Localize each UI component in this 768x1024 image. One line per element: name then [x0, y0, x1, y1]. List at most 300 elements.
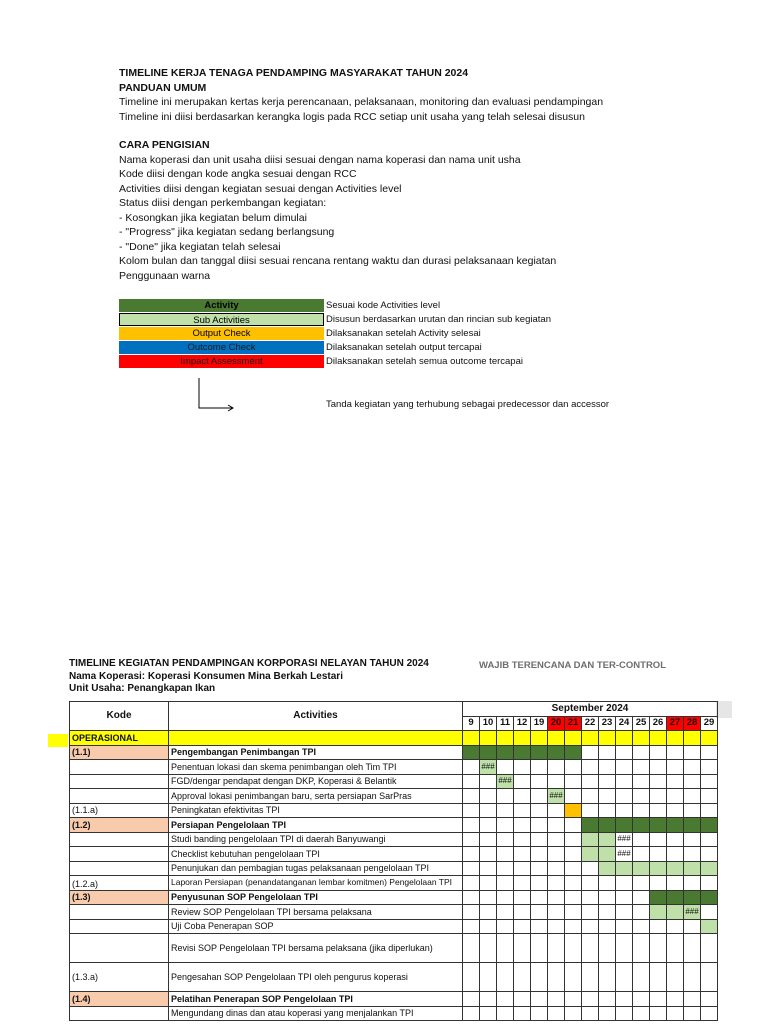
activity-cell [169, 731, 463, 746]
timeline-cell [650, 861, 667, 876]
timeline-cell [650, 876, 667, 891]
timeline-cell [514, 847, 531, 862]
timeline-cell [582, 760, 599, 775]
timeline-cell [650, 803, 667, 818]
table-row [70, 919, 718, 934]
timeline-cell [650, 789, 667, 804]
timeline-cell [616, 731, 633, 746]
activity-cell: Penunjukan dan pembagian tugas pelaksanaan pengelolaan TPI [169, 861, 463, 876]
timeline-cell [633, 934, 650, 963]
timeline-cell [463, 963, 480, 992]
row-marker [48, 734, 68, 747]
kode-cell: (1.3) [70, 890, 169, 905]
day-header: 10 [480, 716, 497, 731]
timeline-cell [531, 731, 548, 746]
kode-cell: OPERASIONAL [70, 731, 169, 746]
timeline-cell [633, 992, 650, 1007]
timeline-cell [667, 832, 684, 847]
timeline-cell [548, 760, 565, 775]
timeline-cell [548, 774, 565, 789]
timeline-cell [565, 876, 582, 891]
activity-cell: Pengembangan Penimbangan TPI [169, 745, 463, 760]
koperasi-name: Nama Koperasi: Koperasi Konsumen Mina Berkah Lestari [69, 670, 343, 682]
timeline-cell [667, 745, 684, 760]
timeline-cell [582, 934, 599, 963]
timeline-cell [531, 890, 548, 905]
activity-cell: Penyusunan SOP Pengelolaan TPI [169, 890, 463, 905]
timeline-cell [582, 905, 599, 920]
month-header: September 2024 [463, 702, 718, 717]
guide-title: TIMELINE KERJA TENAGA PENDAMPING MASYARAKAT TAHUN 2024 [119, 67, 469, 79]
kode-cell [70, 934, 169, 963]
timeline-cell [531, 774, 548, 789]
timeline-cell [548, 876, 565, 891]
timeline-cell [497, 1006, 514, 1021]
timeline-cell [599, 818, 616, 833]
timeline-cell [616, 905, 633, 920]
timeline-cell [667, 818, 684, 833]
timeline-cell [565, 890, 582, 905]
timeline-cell [684, 963, 701, 992]
timeline-cell [531, 919, 548, 934]
timeline-cell [565, 731, 582, 746]
kode-header: Kode [70, 702, 169, 731]
timeline-cell [667, 963, 684, 992]
activity-cell: Penentuan lokasi dan skema penimbangan oleh Tim TPI [169, 760, 463, 775]
table-row [70, 745, 718, 760]
table-row [70, 803, 718, 818]
cara-pengisian-line: Nama koperasi dan unit usaha diisi sesuai dengan nama koperasi dan nama unit usha [119, 153, 521, 166]
timeline-cell [531, 963, 548, 992]
timeline-cell [463, 774, 480, 789]
timeline-cell [599, 876, 616, 891]
timeline-cell [565, 745, 582, 760]
legend-description: Dilaksanakan setelah semua outcome tercapai [326, 355, 523, 367]
timeline-cell [701, 919, 718, 934]
timeline-cell [650, 934, 667, 963]
timeline-cell [616, 890, 633, 905]
timeline-cell [633, 890, 650, 905]
timeline-cell [616, 774, 633, 789]
timeline-cell [514, 731, 531, 746]
timeline-cell [599, 963, 616, 992]
timeline-cell [650, 774, 667, 789]
timeline-cell [633, 861, 650, 876]
timeline-cell [701, 789, 718, 804]
timeline-cell [633, 803, 650, 818]
timeline-cell [667, 992, 684, 1007]
legend-item [119, 340, 551, 354]
timeline-cell [701, 803, 718, 818]
timeline-cell [616, 876, 633, 891]
timeline-cell [616, 1006, 633, 1021]
day-header: 9 [463, 716, 480, 731]
timeline-cell [599, 992, 616, 1007]
timeline-cell [701, 934, 718, 963]
timeline-header [69, 658, 429, 696]
timeline-cell [480, 934, 497, 963]
day-header: 24 [616, 716, 633, 731]
timeline-cell [582, 1006, 599, 1021]
timeline-cell [565, 919, 582, 934]
timeline-cell [633, 905, 650, 920]
timeline-cell [514, 861, 531, 876]
timeline-cell [650, 905, 667, 920]
connector-arrow-icon [197, 378, 237, 412]
timeline-cell [667, 876, 684, 891]
timeline-cell [667, 731, 684, 746]
timeline-cell [684, 847, 701, 862]
timeline-cell [463, 861, 480, 876]
table-row [70, 760, 718, 775]
timeline-cell [480, 832, 497, 847]
timeline-cell [582, 818, 599, 833]
timeline-cell [497, 861, 514, 876]
legend-swatch: Sub Activities [119, 313, 324, 326]
timeline-cell [531, 876, 548, 891]
legend-swatch: Impact Assessment [119, 355, 324, 368]
table-row [70, 861, 718, 876]
timeline-cell [684, 818, 701, 833]
timeline-cell [548, 992, 565, 1007]
timeline-cell [633, 963, 650, 992]
timeline-cell [565, 861, 582, 876]
table-row [70, 832, 718, 847]
timeline-cell [599, 789, 616, 804]
timeline-cell [531, 847, 548, 862]
timeline-cell [548, 832, 565, 847]
activity-cell: FGD/dengar pendapat dengan DKP, Koperasi & Belantik [169, 774, 463, 789]
timeline-cell [514, 745, 531, 760]
kode-cell [70, 861, 169, 876]
timeline-cell: ### [616, 847, 633, 862]
timeline-cell [531, 818, 548, 833]
header-filler [716, 701, 732, 718]
activity-cell: Approval lokasi penimbangan baru, serta persiapan SarPras [169, 789, 463, 804]
timeline-cell [548, 861, 565, 876]
activity-cell: Pengesahan SOP Pengelolaan TPI oleh pengurus koperasi [169, 963, 463, 992]
day-header: 26 [650, 716, 667, 731]
timeline-cell [599, 745, 616, 760]
timeline-cell [701, 963, 718, 992]
timeline-cell [633, 731, 650, 746]
timeline-cell [633, 847, 650, 862]
timeline-cell [480, 876, 497, 891]
timeline-cell [599, 760, 616, 775]
timeline-cell [497, 992, 514, 1007]
timeline-cell [616, 803, 633, 818]
timeline-cell [497, 818, 514, 833]
activity-cell: Studi banding pengelolaan TPI di daerah Banyuwangi [169, 832, 463, 847]
timeline-cell [565, 789, 582, 804]
timeline-cell [480, 1006, 497, 1021]
kode-cell: (1.2.a) [70, 876, 169, 891]
timeline-cell [582, 832, 599, 847]
timeline-cell [599, 890, 616, 905]
timeline-cell [480, 905, 497, 920]
timeline-cell [599, 919, 616, 934]
timeline-cell [701, 861, 718, 876]
timeline-cell [650, 818, 667, 833]
timeline-cell [548, 745, 565, 760]
timeline-cell [650, 919, 667, 934]
timeline-cell [650, 1006, 667, 1021]
timeline-cell [684, 861, 701, 876]
timeline-cell [650, 963, 667, 992]
day-header: 21 [565, 716, 582, 731]
table-row [70, 890, 718, 905]
timeline-cell [633, 919, 650, 934]
timeline-cell [616, 760, 633, 775]
timeline-cell [684, 934, 701, 963]
timeline-cell [650, 760, 667, 775]
timeline-cell [667, 934, 684, 963]
timeline-cell [667, 1006, 684, 1021]
timeline-cell [667, 861, 684, 876]
timeline-cell [582, 992, 599, 1007]
timeline-cell [650, 832, 667, 847]
timeline-cell [684, 1006, 701, 1021]
kode-cell: (1.4) [70, 992, 169, 1007]
timeline-cell [514, 1006, 531, 1021]
timeline-cell [616, 934, 633, 963]
unit-usaha: Unit Usaha: Penangkapan Ikan [69, 683, 216, 694]
timeline-cell [667, 803, 684, 818]
day-header: 23 [599, 716, 616, 731]
day-header: 12 [514, 716, 531, 731]
timeline-cell [480, 818, 497, 833]
timeline-cell: ### [616, 832, 633, 847]
timeline-cell [616, 919, 633, 934]
kode-cell [70, 774, 169, 789]
kode-cell: (1.3.a) [70, 963, 169, 992]
day-header: 29 [701, 716, 718, 731]
timeline-cell [633, 1006, 650, 1021]
timeline-cell [531, 745, 548, 760]
cara-pengisian-line: Kode diisi dengan kode angka sesuai dengan RCC [119, 168, 357, 180]
timeline-cell [463, 847, 480, 862]
timeline-cell [480, 745, 497, 760]
cara-pengisian-title: CARA PENGISIAN [119, 139, 210, 151]
kode-cell: (1.1.a) [70, 803, 169, 818]
table-row [70, 818, 718, 833]
guide-paragraph: Timeline ini merupakan kertas kerja perencanaan, pelaksanaan, monitoring dan evaluasi pendampingan [119, 96, 604, 108]
timeline-cell [497, 789, 514, 804]
timeline-cell [531, 1006, 548, 1021]
timeline-cell [565, 774, 582, 789]
timeline-cell [497, 847, 514, 862]
timeline-cell [616, 963, 633, 992]
timeline-cell [497, 876, 514, 891]
timeline-cell [701, 832, 718, 847]
activity-cell: Revisi SOP Pengelolaan TPI bersama pelaksana (jika diperlukan) [169, 934, 463, 963]
legend-swatch: Activity [119, 299, 324, 312]
timeline-cell [650, 890, 667, 905]
day-header: 27 [667, 716, 684, 731]
timeline-cell [514, 905, 531, 920]
timeline-cell [497, 745, 514, 760]
day-header: 19 [531, 716, 548, 731]
timeline-cell [514, 789, 531, 804]
timeline-cell [497, 803, 514, 818]
timeline-cell [633, 832, 650, 847]
timeline-cell [548, 731, 565, 746]
timeline-cell [650, 992, 667, 1007]
timeline-cell [565, 1006, 582, 1021]
timeline-cell [565, 832, 582, 847]
timeline-cell [548, 818, 565, 833]
timeline-cell [633, 818, 650, 833]
activity-cell: Review SOP Pengelolaan TPI bersama pelaksana [169, 905, 463, 920]
legend-description: Sesuai kode Activities level [326, 299, 441, 311]
timeline-cell [701, 876, 718, 891]
kode-cell [70, 1006, 169, 1021]
timeline-cell [667, 774, 684, 789]
timeline-cell [565, 934, 582, 963]
activity-cell: Uji Coba Penerapan SOP [169, 919, 463, 934]
legend-item [119, 354, 551, 368]
timeline-cell [582, 876, 599, 891]
cara-pengisian-line: - Kosongkan jika kegiatan belum dimulai [119, 211, 307, 224]
timeline-table [69, 701, 718, 1021]
timeline-cell [497, 832, 514, 847]
table-row [70, 789, 718, 804]
timeline-cell [582, 861, 599, 876]
cara-pengisian-line: Kolom bulan dan tanggal diisi sesuai rencana rentang waktu dan durasi pelaksanaan kegiatan [119, 255, 557, 267]
timeline-cell [514, 992, 531, 1007]
timeline-cell [548, 1006, 565, 1021]
timeline-cell: ### [548, 789, 565, 804]
activity-cell: Peningkatan efektivitas TPI [169, 803, 463, 818]
timeline-cell [463, 905, 480, 920]
timeline-cell [599, 934, 616, 963]
timeline-cell [599, 774, 616, 789]
timeline-cell [497, 919, 514, 934]
timeline-cell [463, 803, 480, 818]
timeline-cell [463, 818, 480, 833]
table-row [70, 731, 718, 746]
timeline-cell [684, 832, 701, 847]
timeline-cell [667, 789, 684, 804]
timeline-cell [514, 919, 531, 934]
wajib-note: WAJIB TERENCANA DAN TER-CONTROL [479, 660, 667, 671]
timeline-cell [514, 818, 531, 833]
timeline-cell [684, 992, 701, 1007]
timeline-cell [701, 818, 718, 833]
timeline-cell [514, 876, 531, 891]
timeline-cell [684, 876, 701, 891]
table-row [70, 934, 718, 963]
day-header: 28 [684, 716, 701, 731]
timeline-cell [497, 934, 514, 963]
timeline-cell [582, 745, 599, 760]
kode-cell [70, 832, 169, 847]
timeline-cell [514, 774, 531, 789]
timeline-cell [701, 1006, 718, 1021]
kode-cell: (1.2) [70, 818, 169, 833]
timeline-cell [497, 963, 514, 992]
activity-cell: Checklist kebutuhan pengelolaan TPI [169, 847, 463, 862]
timeline-cell [701, 890, 718, 905]
legend-description: Dilaksanakan setelah Activity selesai [326, 327, 481, 339]
table-row [70, 992, 718, 1007]
table-row [70, 1006, 718, 1021]
day-header: 11 [497, 716, 514, 731]
timeline-cell: ### [480, 760, 497, 775]
kode-cell [70, 789, 169, 804]
timeline-cell [480, 789, 497, 804]
timeline-cell [582, 963, 599, 992]
cara-pengisian-line: Activities diisi dengan kegiatan sesuai dengan Activities level [119, 182, 402, 195]
timeline-cell [565, 818, 582, 833]
timeline-cell [701, 847, 718, 862]
timeline-cell [514, 803, 531, 818]
legend-swatch: Outcome Check [119, 341, 324, 354]
legend-description: Dilaksanakan setelah output tercapai [326, 341, 482, 353]
timeline-cell [463, 934, 480, 963]
timeline-cell [616, 861, 633, 876]
table-row [70, 774, 718, 789]
timeline-cell [582, 731, 599, 746]
legend-item [119, 326, 551, 340]
timeline-cell [514, 760, 531, 775]
timeline-cell [701, 760, 718, 775]
kode-cell [70, 919, 169, 934]
timeline-cell [548, 890, 565, 905]
timeline-cell [548, 919, 565, 934]
arrow-legend-note: Tanda kegiatan yang terhubung sebagai predecessor dan accessor [326, 399, 610, 410]
activity-cell: Laporan Persiapan (penandatanganan lembar komitmen) Pengelolaan TPI [169, 876, 463, 891]
timeline-cell [582, 919, 599, 934]
timeline-cell [514, 934, 531, 963]
timeline-cell: ### [497, 774, 514, 789]
timeline-cell [548, 934, 565, 963]
timeline-cell [463, 890, 480, 905]
timeline-cell [480, 803, 497, 818]
timeline-cell [616, 745, 633, 760]
timeline-cell [480, 847, 497, 862]
timeline-cell [497, 760, 514, 775]
timeline-cell [667, 847, 684, 862]
timeline-cell [463, 919, 480, 934]
cara-pengisian-line: Penggunaan warna [119, 269, 211, 282]
timeline-cell [616, 789, 633, 804]
timeline-cell [548, 963, 565, 992]
activity-cell: Pelatihan Penerapan SOP Pengelolaan TPI [169, 992, 463, 1007]
kode-cell [70, 760, 169, 775]
activity-cell: Persiapan Pengelolaan TPI [169, 818, 463, 833]
timeline-cell [582, 890, 599, 905]
timeline-cell [616, 818, 633, 833]
timeline-cell [616, 992, 633, 1007]
timeline-title: TIMELINE KEGIATAN PENDAMPINGAN KORPORASI NELAYAN TAHUN 2024 [69, 658, 429, 669]
timeline-cell [480, 774, 497, 789]
timeline-cell [514, 890, 531, 905]
day-header: 20 [548, 716, 565, 731]
timeline-cell [480, 963, 497, 992]
timeline-cell [480, 919, 497, 934]
timeline-cell [548, 803, 565, 818]
timeline-cell [463, 789, 480, 804]
timeline-cell [463, 760, 480, 775]
timeline-cell [633, 876, 650, 891]
timeline-cell [531, 861, 548, 876]
timeline-cell [684, 919, 701, 934]
timeline-cell [514, 963, 531, 992]
timeline-cell [633, 789, 650, 804]
kode-cell [70, 905, 169, 920]
activity-cell: Mengundang dinas dan atau koperasi yang menjalankan TPI [169, 1006, 463, 1021]
